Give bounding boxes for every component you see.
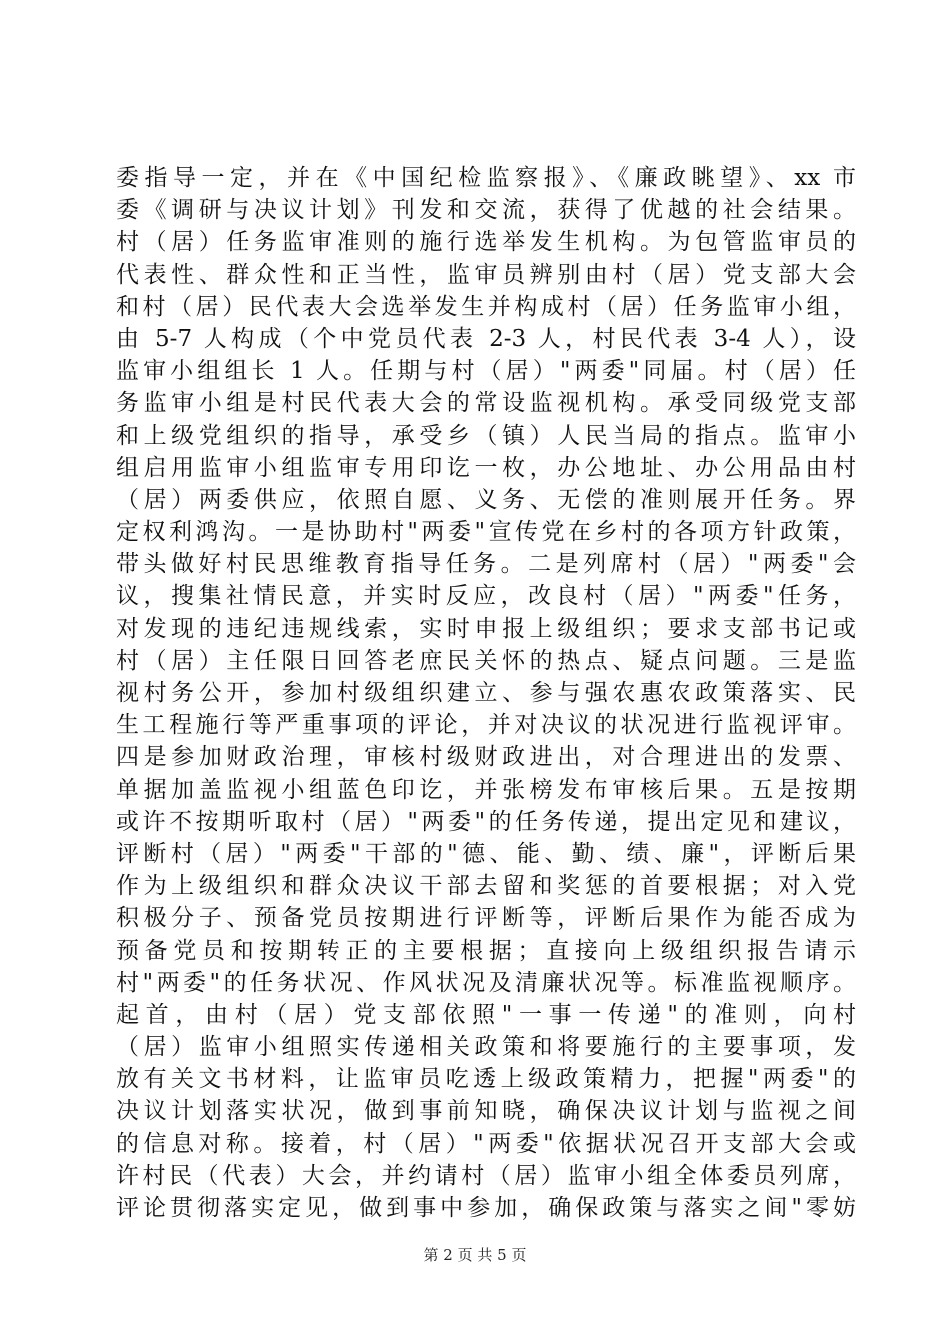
page-footer: 第 2 页 共 5 页 xyxy=(423,1246,527,1264)
text-line: 作为上级组织和群众决议干部去留和奖惩的首要根据；对入党 xyxy=(116,873,856,900)
text-line: 决议计划落实状况，做到事前知晓，确保决议计划与监视之间 xyxy=(116,1098,856,1125)
text-line: （居）两委供应，依照自愿、义务、无偿的准则展开任务。界 xyxy=(116,486,856,513)
text-line: 的信息对称。接着，村（居）"两委"依据状况召开支部大会或 xyxy=(116,1130,856,1157)
text-line: 务监审小组是村民代表大会的常设监视机构。承受同级党支部 xyxy=(116,390,856,417)
text-line: 议，搜集社情民意，并实时反应，改良村（居）"两委"任务， xyxy=(116,583,856,610)
text-line: 委《调研与决议计划》刊发和交流，获得了优越的社会结果。 xyxy=(116,197,856,224)
text-line: 评论贯彻落实定见，做到事中参加，确保政策与落实之间"零妨 xyxy=(116,1195,856,1221)
text-line: 代表性、群众性和正当性，监审员辨别由村（居）党支部大会 xyxy=(116,261,856,288)
body-text xyxy=(116,162,856,1224)
text-line: 或许不按期听取村（居）"两委"的任务传递，提出定见和建议， xyxy=(116,808,856,835)
text-line: 评断村（居）"两委"干部的"德、能、勤、绩、廉"，评断后果 xyxy=(116,840,856,867)
text-line: 单据加盖监视小组蓝色印讫，并张榜发布审核后果。五是按期 xyxy=(116,776,856,803)
text-line: 定权利鸿沟。一是协助村"两委"宣传党在乡村的各项方针政策， xyxy=(116,519,856,546)
text-line: 监审小组组长 1 人。任期与村（居）"两委"同届。村（居）任 xyxy=(116,358,856,385)
text-line: （居）监审小组照实传递相关政策和将要施行的主要事项，发 xyxy=(116,1034,856,1061)
text-line: 村（居）任务监审准则的施行选举发生机构。为包管监审员的 xyxy=(116,229,856,256)
text-line: 带头做好村民思维教育指导任务。二是列席村（居）"两委"会 xyxy=(116,551,856,578)
text-line: 积极分子、预备党员按期进行评断等，评断后果作为能否成为 xyxy=(116,905,856,932)
text-line: 许村民（代表）大会，并约请村（居）监审小组全体委员列席， xyxy=(116,1162,856,1189)
text-line: 放有关文书材料，让监审员吃透上级政策精力，把握"两委"的 xyxy=(116,1066,856,1093)
text-line: 视村务公开，参加村级组织建立、参与强农惠农政策落实、民 xyxy=(116,680,856,706)
text-line: 村（居）主任限日回答老庶民关怀的热点、疑点问题。三是监 xyxy=(116,647,856,674)
text-line: 组启用监审小组监审专用印讫一枚，办公地址、办公用品由村 xyxy=(116,454,856,481)
text-line: 起首，由村（居）党支部依照"一事一传递"的准则，向村 xyxy=(116,1001,856,1028)
text-line: 村"两委"的任务状况、作风状况及清廉状况等。标准监视顺序。 xyxy=(116,969,856,996)
text-line: 委指导一定，并在《中国纪检监察报》、《廉政眺望》、xx 市 xyxy=(116,165,856,191)
text-line: 和村（居）民代表大会选举发生并构成村（居）任务监审小组， xyxy=(116,293,856,320)
text-line: 生工程施行等严重事项的评论，并对决议的状况进行监视评审。 xyxy=(116,712,856,739)
text-line: 和上级党组织的指导，承受乡（镇）人民当局的指点。监审小 xyxy=(116,422,856,449)
text-line: 预备党员和按期转正的主要根据；直接向上级组织报告请示 xyxy=(116,937,856,964)
text-line: 四是参加财政治理，审核村级财政进出，对合理进出的发票、 xyxy=(116,744,856,771)
text-line: 对发现的违纪违规线索，实时申报上级组织；要求支部书记或 xyxy=(116,615,856,642)
text-line: 由 5-7 人构成（个中党员代表 2-3 人，村民代表 3-4 人），设 xyxy=(116,325,856,352)
